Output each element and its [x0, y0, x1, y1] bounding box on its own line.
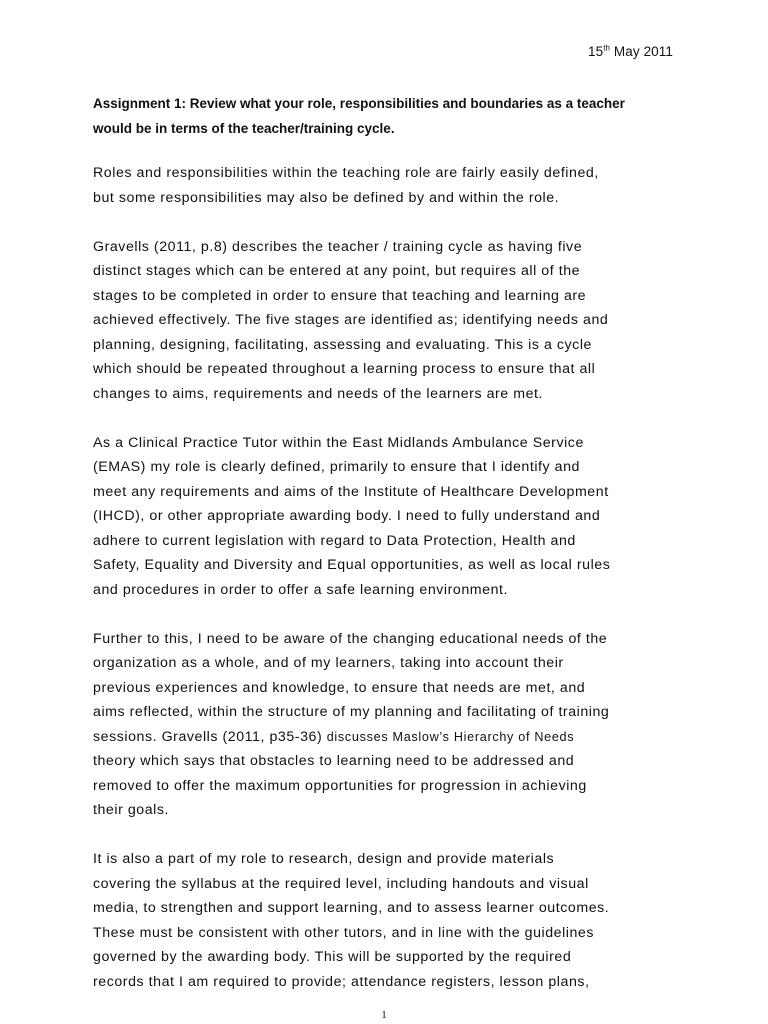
paragraph-research-design [93, 847, 683, 994]
maslow-citation: discusses Maslow’s Hierarchy of Needs [326, 729, 575, 744]
page-number: 1 [381, 1009, 387, 1021]
text-line: their goals. [93, 802, 169, 818]
assignment-title [93, 91, 693, 141]
text-line: adhere to current legislation with regard to Data Protection, Health and [93, 532, 576, 549]
text-line: governed by the awarding body. This will be supported by the required [93, 949, 572, 965]
text-segment: sessions. Gravells (2011, p35-36) [93, 728, 327, 745]
date-day: 15 [587, 44, 604, 59]
text-line: As a Clinical Practice Tutor within the East Midlands Ambulance Service [93, 434, 584, 451]
text-line: These must be consistent with other tutors, and in line with the guidelines [93, 924, 595, 941]
text-line: media, to strengthen and support learning, and to assess learner outcomes. [93, 900, 610, 916]
date-suffix: th [603, 43, 611, 53]
title-line: Assignment 1: Review what your role, responsibilities and boundaries as a teacher [93, 96, 625, 111]
paragraph-training-cycle [93, 235, 683, 407]
text-line-with-citation [93, 725, 683, 750]
text-line: distinct stages which can be entered at any point, but requires all of the [93, 263, 581, 279]
title-line: would be in terms of the teacher/training cycle. [93, 121, 395, 136]
text-line: covering the syllabus at the required level, including handouts and visual [93, 875, 589, 892]
text-line: which should be repeated throughout a learning process to ensure that all [93, 361, 596, 377]
text-line: It is also a part of my role to research, design and provide materials [93, 851, 555, 867]
text-line: aims reflected, within the structure of my planning and facilitating of training [93, 704, 610, 720]
text-line: changes to aims, requirements and needs of the learners are met. [93, 385, 544, 402]
text-line: planning, designing, facilitating, assessing and evaluating. This is a cycle [93, 336, 592, 353]
text-line: Roles and responsibilities within the teaching role are fairly easily defined, [93, 165, 599, 181]
text-line: theory which says that obstacles to learning need to be addressed and [93, 753, 575, 769]
text-line: stages to be completed in order to ensure that teaching and learning are [93, 287, 587, 304]
text-line: (EMAS) my role is clearly defined, primarily to ensure that I identify and [93, 459, 580, 475]
text-line: and procedures in order to offer a safe learning environment. [93, 581, 509, 598]
text-line: previous experiences and knowledge, to ensure that needs are met, and [93, 679, 586, 696]
text-line: Gravells (2011, p.8) describes the teacher / training cycle as having five [93, 238, 583, 255]
text-line: (IHCD), or other appropriate awarding body. I need to fully understand and [93, 508, 601, 524]
text-line: meet any requirements and aims of the Institute of Healthcare Development [93, 483, 609, 500]
paragraph-roles [93, 161, 683, 210]
text-line: Further to this, I need to be aware of the changing educational needs of the [93, 630, 608, 647]
text-line: but some responsibilities may also be defined by and within the role. [93, 189, 560, 206]
paragraph-clinical-tutor [93, 431, 683, 603]
document-date [588, 44, 673, 59]
text-line: organization as a whole, and of my learners, taking into account their [93, 655, 564, 671]
text-line: achieved effectively. The five stages are identified as; identifying needs and [93, 312, 609, 328]
text-line: Safety, Equality and Diversity and Equal opportunities, as well as local rules [93, 557, 611, 573]
paragraph-educational-needs [93, 627, 683, 823]
document-body [93, 161, 683, 1019]
text-line: records that I am required to provide; attendance registers, lesson plans, [93, 973, 590, 990]
date-month-year: May 2011 [610, 44, 673, 59]
text-line: removed to offer the maximum opportunities for progression in achieving [93, 777, 587, 794]
